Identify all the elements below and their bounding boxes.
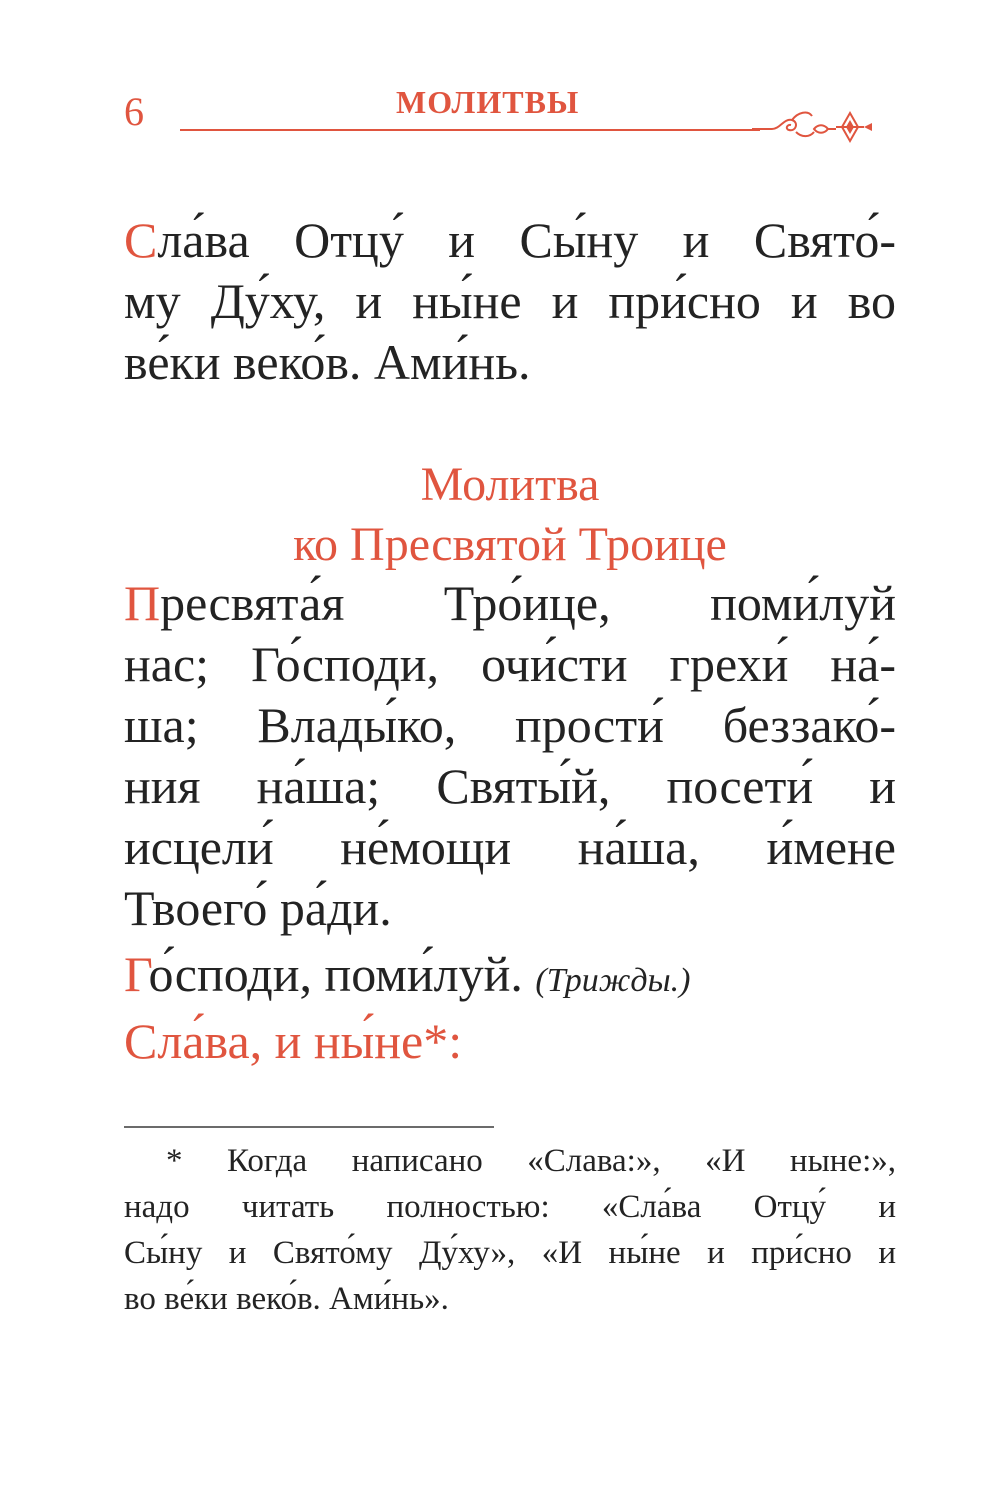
prayer-heading-1: Молитва xyxy=(420,458,600,511)
page-number: 6 xyxy=(124,89,144,134)
drop-initial: П xyxy=(124,575,161,631)
footnote-rule xyxy=(124,1126,494,1128)
footnote-line-1: * Когда написано «Слава:», «И ныне:», xyxy=(166,1143,896,1179)
floral-ornament-icon xyxy=(752,102,882,146)
footnote xyxy=(124,1138,896,1322)
rubric-glory: Сла́ва, и ны́не*: xyxy=(124,1013,463,1069)
footnote-line-4: во ве́ки веко́в. Ами́нь». xyxy=(124,1281,449,1317)
header-rule xyxy=(180,129,760,131)
prayer-line-3: ша; Влады́ко, прости́ беззако́- xyxy=(124,697,896,753)
prayer-line-2: нас; Го́споди, очи́сти грехи́ на́- xyxy=(124,636,896,692)
prayer-line-1: Пресвята́я Тро́ице, поми́луй xyxy=(124,575,896,631)
rubric-note: (Трижды.) xyxy=(535,962,691,999)
drop-initial: С xyxy=(124,212,158,268)
lord-have-mercy: Го́споди, поми́луй. (Трижды.) Сла́ва, и ны́не*: xyxy=(124,944,896,1072)
glory-line-1: Сла́ва Отцу́ и Сы́ну и Свято́- xyxy=(124,212,896,268)
prayer-line-4: ния на́ша; Святы́й, посети́ и xyxy=(124,758,896,814)
prayer-line-5: исцели́ не́мощи на́ша, и́мене xyxy=(124,819,896,875)
trinity-prayer-text xyxy=(124,573,896,939)
glory-paragraph xyxy=(124,210,896,393)
page-header xyxy=(0,0,1000,160)
prayer-line-6: Твоего́ ра́ди. xyxy=(124,880,392,936)
drop-initial: Г xyxy=(124,946,149,1002)
glory-line-2: му Ду́ху, и ны́не и при́сно и во xyxy=(124,273,896,329)
glory-line-3: ве́ки веко́в. Ами́нь. xyxy=(124,334,531,390)
footnote-line-2: надо читать полностью: «Сла́ва Отцу́ и xyxy=(124,1189,896,1225)
prayer-heading-2: ко Пресвятой Троице xyxy=(293,518,727,571)
running-title: МОЛИТВЫ xyxy=(396,84,580,120)
footnote-line-3: Сы́ну и Свято́му Ду́ху», «И ны́не и при́сно и xyxy=(124,1235,896,1271)
